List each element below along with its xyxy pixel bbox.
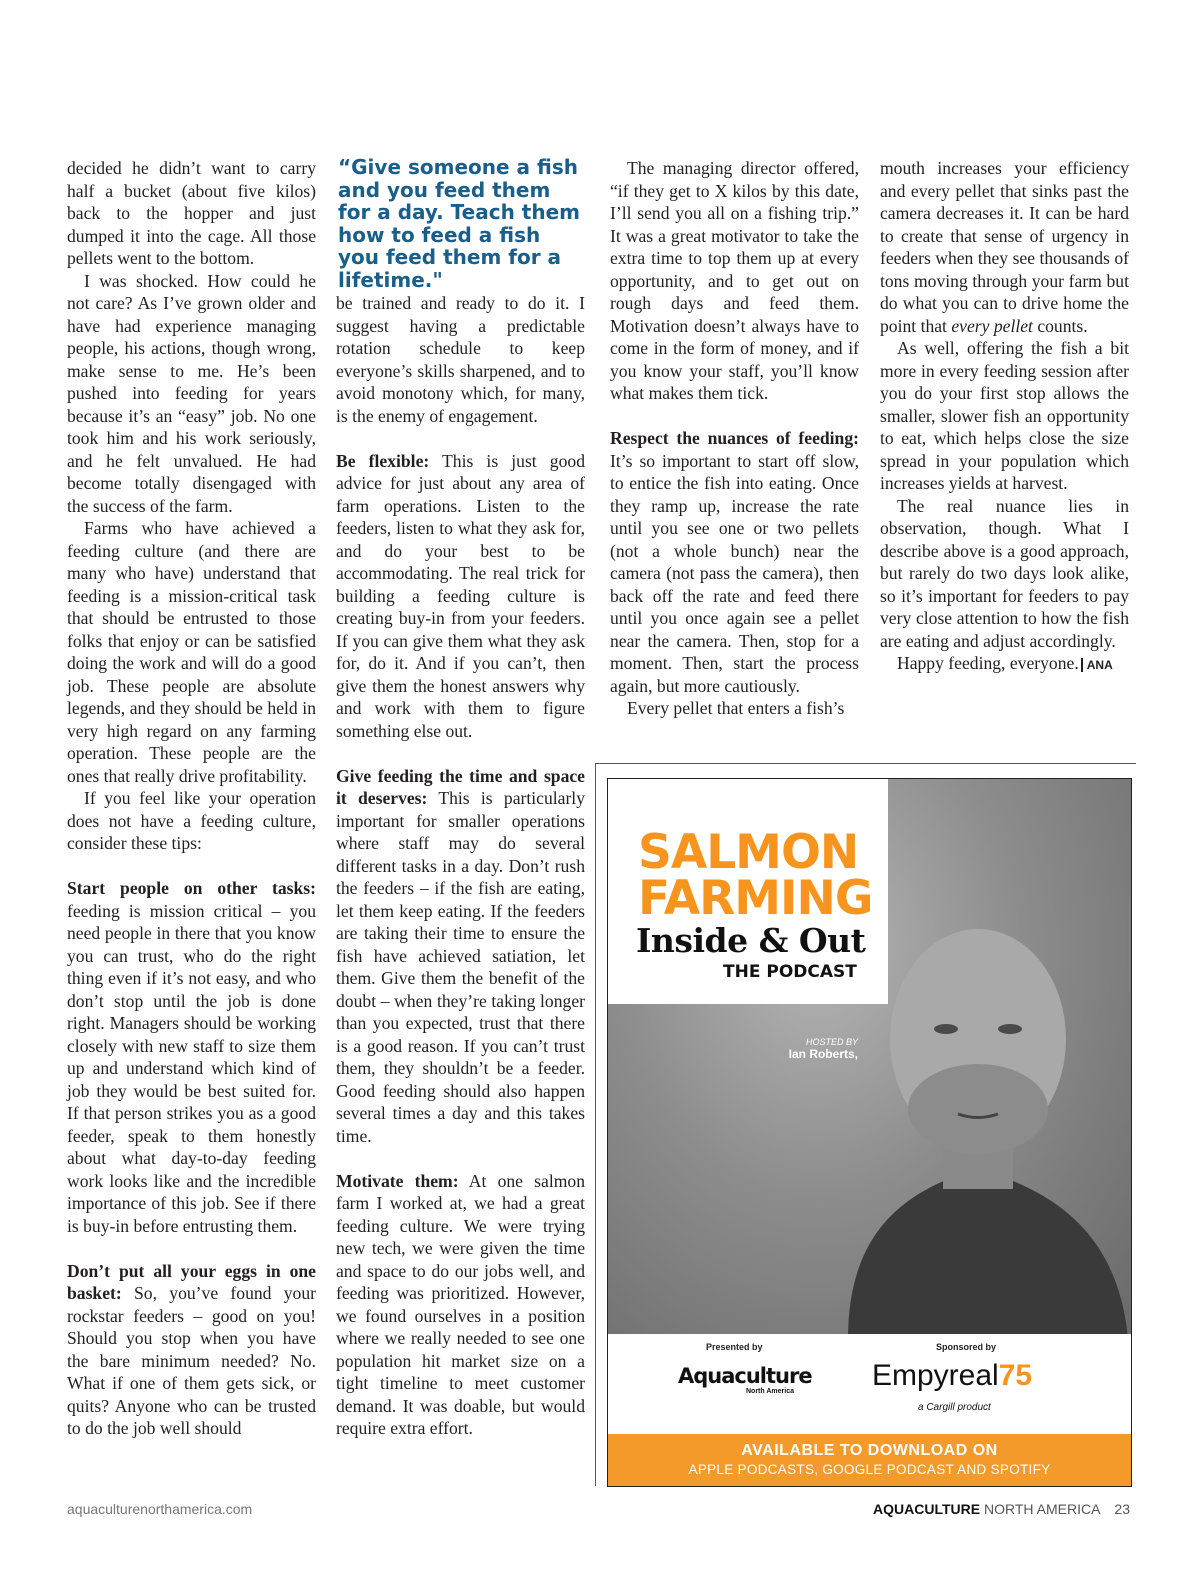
article-column-4 — [880, 157, 1129, 677]
footer-brand-rest: NORTH AMERICA — [980, 1501, 1101, 1517]
page-number: 23 — [1114, 1501, 1130, 1517]
footer-brand-bold: AQUACULTURE — [873, 1501, 981, 1517]
tip-heading: Start people on other tasks: — [67, 878, 316, 898]
paragraph: As well, offering the fish a bit more in every feeding session after you do your first stop allows the smaller, slower fish an opportunity to eat, which helps close the size spread in your population which increases yields at harvest. — [880, 338, 1129, 493]
text-run: mouth increases your efficiency and every pellet that sinks past the camera decreases it. It can be hard to create that sense of urgency in feeders when they see thousands of tons moving through your farm but do what you can to drive home the point that — [880, 158, 1129, 336]
closing-line: Happy feeding, everyone. — [897, 653, 1079, 673]
tip-heading: Give feeding the time and space it deserves: — [336, 765, 585, 808]
footer-brand — [873, 1501, 1130, 1517]
tip-paragraph — [67, 877, 316, 1237]
logo-title-line-2: FARMING — [638, 871, 873, 926]
publication-sign-off: ANA — [1081, 658, 1113, 672]
paragraph: The real nuance lies in observation, though. What I describe above is a good approach, but rarely do two days look alike, so it’s important for feeders to pay very close attention to how the fish are eating and adjust accordingly. — [880, 495, 1129, 651]
empyreal-logo — [872, 1359, 1032, 1393]
tip-heading: Be flexible: — [336, 450, 430, 471]
paragraph: Every pellet that enters a fish’s — [627, 698, 845, 718]
sponsor-strip — [608, 1334, 1131, 1434]
sponsored-by-label: Sponsored by — [936, 1342, 997, 1352]
paragraph: Farms who have achieved a feeding culture (and there are many who have) understand that feeding is a mission-critical task that should be entrusted to those folks that enjoy or can be satisfied doing the work and will do a good job. These people are absolute legends, and they should be held in very high regard on any farming operation. These people are the ones that really drive profitability. — [67, 518, 316, 786]
logo-title-line-4: THE PODCAST — [723, 962, 857, 982]
tip-body: This is particularly important for smaller operations where staff may do several different tasks in a day. Don’t rush the feeders – if the fish are eating, let them keep eating. If the feeders are taking their time to ensure the fish have achieved satiation, let them. Give them the benefit of the doubt – when they’re taking longer than you expected, trust that there is a good reason. If you can’t trust them, they shouldn’t be a feeder. Good feeding should also happen several times a day and this takes time. — [336, 788, 585, 1146]
article-column-2 — [336, 292, 585, 1440]
paragraph: I was shocked. How could he not care? As I’ve grown older and have had experience managing people, his actions, though wrong, make sense to me. He’s been pushed into feeding for years because it’s an “easy” job. No one took him and his work seriously, and he felt unvalued. He had become totally disengaged with the success of the farm. — [67, 270, 316, 516]
aquaculture-logo: Aquaculture — [678, 1364, 812, 1388]
tip-paragraph — [610, 427, 859, 697]
paragraph: The managing director offered, “if they get to X kilos by this date, I’ll send you all on a fishing trip.” It was a great motivator to take the extra time to top them up at every opportunity, and to get out on rough days and feed them. Motivation doesn’t always have to come in the form of money, and if you know your staff, you’ll know what makes them tick. — [610, 158, 859, 403]
download-banner[interactable] — [608, 1434, 1131, 1486]
paragraph — [880, 652, 1129, 677]
tip-paragraph — [336, 765, 585, 1148]
pull-quote: “Give someone a fish and you feed them for a day. Teach them how to feed a fish you feed them for a lifetime." — [338, 155, 580, 292]
host-credit — [758, 1037, 858, 1061]
footer-website: aquaculturenorthamerica.com — [67, 1501, 253, 1517]
tip-body: feeding is mission critical – you need people in there that you know you can trust, who do the right thing even if it’s not easy, and who don’t stop until the job is done right. Managers should be working closely with new staff to size them up and understand which kind of job they would be best suited for. If that person strikes you as a good feeder, speak to them honestly about what day-to-day feeding work looks like and the incredible importance of this job. See if there is buy-in before entrusting them. — [67, 900, 316, 1236]
logo-title-line-1: SALMON — [638, 825, 859, 880]
paragraph: If you feel like your operation does not have a feeding culture, consider these tips: — [67, 788, 316, 853]
tip-body: It’s so important to start off slow, to entice the fish into eating. Once they ramp up, increase the rate until you see one or two pellets (not a whole bunch) near the camera (not pass the camera), then back off the rate and feed there until you once again see a pellet near the camera. Then, stop for a moment. Then, start the process again, but more cautiously. — [610, 450, 859, 696]
tip-heading: Motivate them: — [336, 1170, 459, 1191]
podcast-advertisement[interactable] — [607, 778, 1132, 1487]
tip-body: At one salmon farm I worked at, we had a great feeding culture. We were trying new tech, we were given the time and space to do our jobs well, and feeding was prioritized. However, we found ourselves in a position where we really needed to see one population hit market size on a tight timeline to meet customer demand. It was doable, but would require extra effort. — [336, 1170, 586, 1438]
paragraph: be trained and ready to do it. I suggest having a predictable rotation schedule to keep everyone’s skills sharpened, and to avoid monotony which, for many, is the enemy of engagement. — [336, 293, 585, 426]
text-run: counts. — [1032, 315, 1088, 336]
tip-heading: Respect the nuances of feeding: — [610, 428, 859, 448]
download-platforms: APPLE PODCASTS, GOOGLE PODCAST AND SPOTIFY — [688, 1462, 1051, 1477]
presented-by-label: Presented by — [706, 1342, 763, 1352]
tip-paragraph — [67, 1260, 316, 1440]
empyreal-word: Empyreal — [872, 1359, 999, 1392]
tip-paragraph — [336, 450, 585, 743]
emphasis: every pellet — [951, 315, 1033, 336]
empyreal-number: 75 — [998, 1359, 1033, 1392]
tip-heading: Don’t put all your eggs in one basket: — [67, 1260, 316, 1303]
host-name: Ian Roberts, — [788, 1047, 858, 1061]
cargill-tagline: a Cargill product — [918, 1402, 991, 1413]
paragraph: decided he didn’t want to carry half a bucket (about five kilos) back to the hopper and just dumped it into the cage. All those pellets went to the bottom. — [67, 158, 316, 268]
tip-body: This is just good advice for just about any area of farm operations. Listen to the feeders, listen to what they ask for, and do your best to be accommodating. The real trick for building a feeding culture is creating buy-in from your feeders. If you can give them what they ask for, do it. And if you can’t, then give them the honest answers why and work with them to figure something else out. — [336, 450, 585, 741]
paragraph — [880, 157, 1129, 337]
logo-title-line-3: Inside & Out — [636, 921, 866, 960]
article-column-3 — [610, 157, 859, 720]
tip-body: So, you’ve found your rockstar feeders – good on you! Should you stop when you have the bare minimum needed? No. What if one of them gets sick, or quits? Anyone who can be trusted to do the job well should — [67, 1283, 316, 1438]
tip-paragraph — [336, 1170, 585, 1440]
download-headline: AVAILABLE TO DOWNLOAD ON — [741, 1442, 998, 1459]
aquaculture-logo-sub: North America — [746, 1388, 794, 1395]
article-column-1 — [67, 157, 316, 1440]
hosted-by-label: HOSTED BY — [805, 1037, 858, 1047]
podcast-logo — [608, 779, 888, 1004]
